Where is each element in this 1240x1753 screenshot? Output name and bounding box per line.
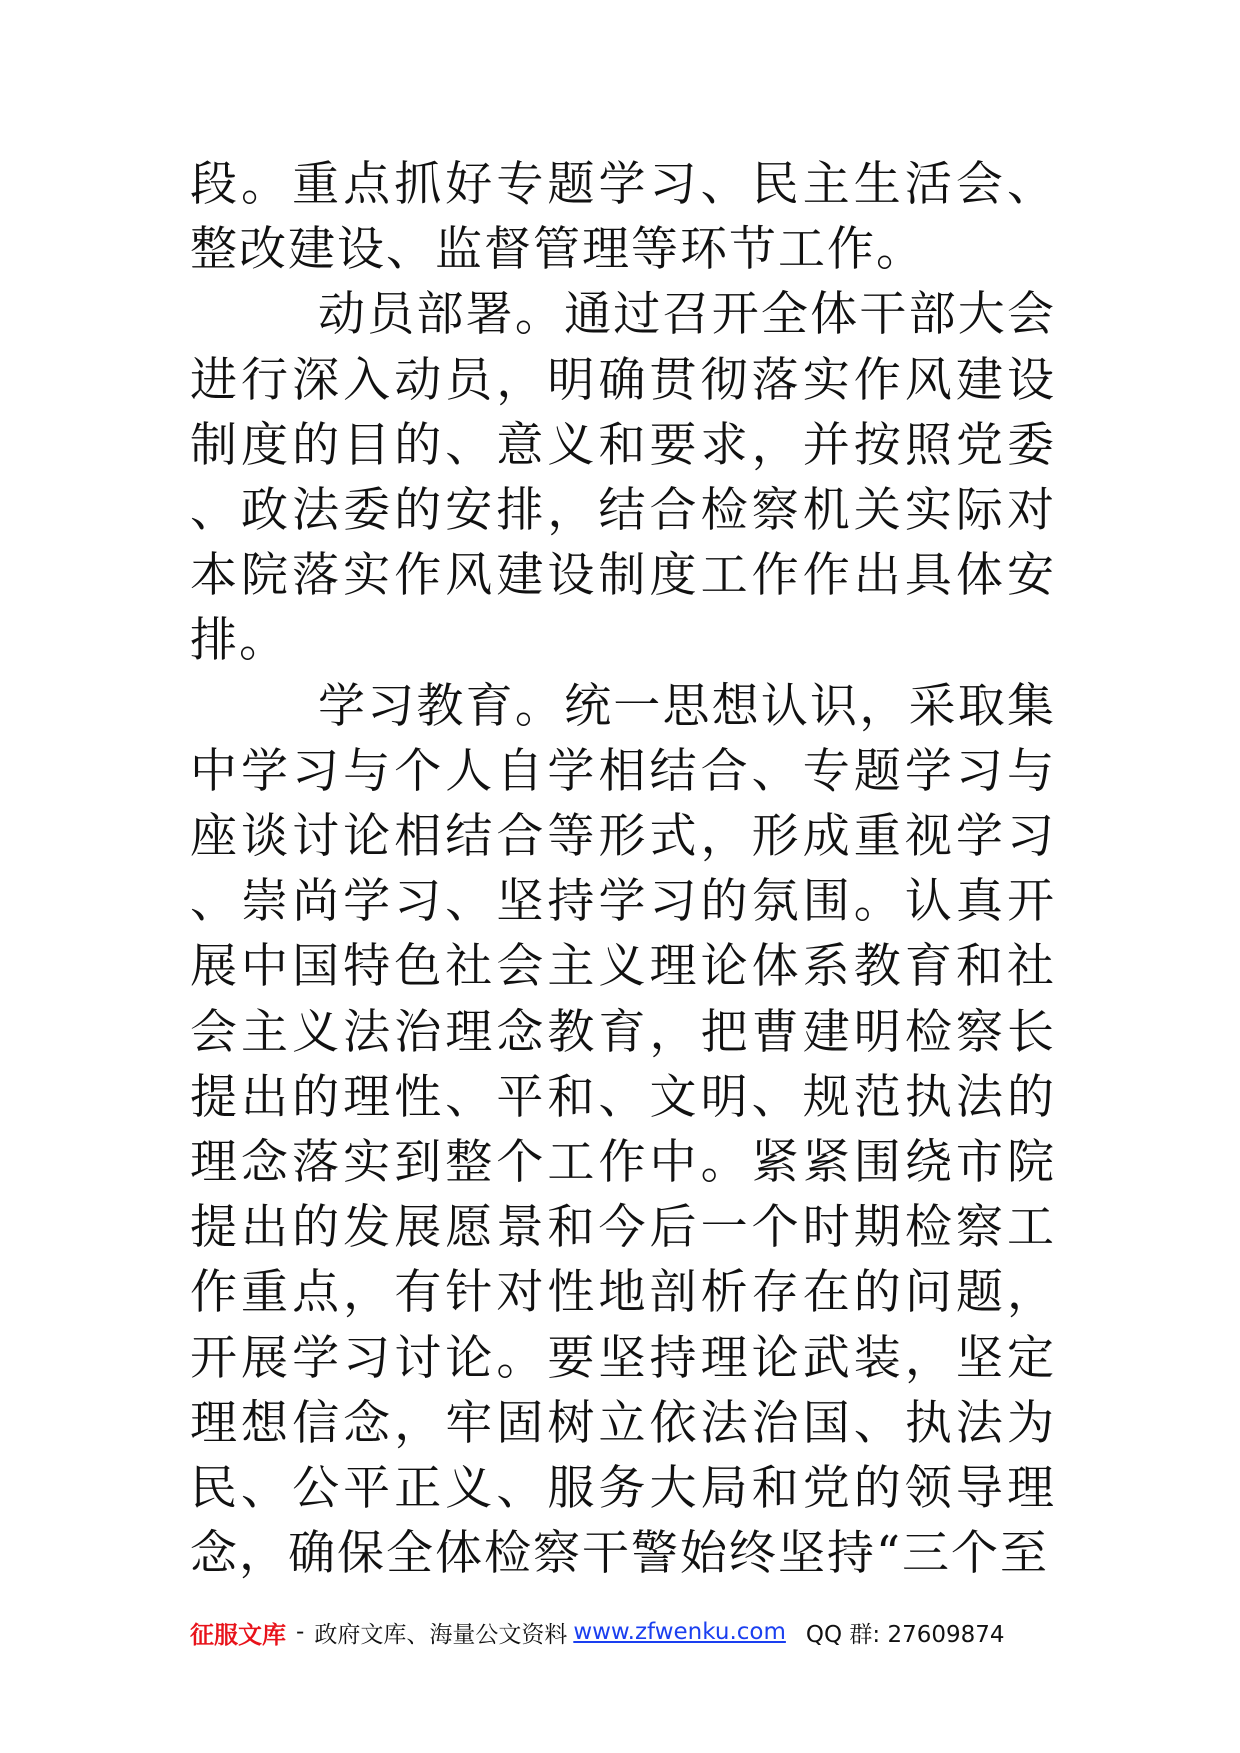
paragraph-3: 学习教育。统一思想认识，采取集中学习与个人自学相结合、专题学习与座谈讨论相结合等形式，形成重视学习、崇尚学习、坚持学习的氛围。认真开展中国特色社会主义理论体系教育和社会主义法治理念教育，把曹建明检察长提出的理性、平和、文明、规范执法的理念落实到整个工作中。紧紧围绕市院提出的发展愿景和今后一个时期检察工作重点，有针对性地剖析存在的问题，开展学习讨论。要坚持理论武装，坚定理想信念，牢固树立依法治国、执法为民、公平正义、服务大局和党的领导理念，确保全体检察干警始终坚持“三个至 bbox=[190, 678, 1056, 1582]
qq-group: QQ 群: 27609874 bbox=[805, 1621, 1005, 1648]
paragraph-1: 段。重点抓好专题学习、民主生活会、整改建设、监督管理等环节工作。 bbox=[190, 157, 1056, 278]
footer-tagline: 政府文库、海量公文资料 bbox=[314, 1621, 568, 1648]
document-body bbox=[190, 152, 1056, 1586]
page-footer bbox=[190, 1612, 1056, 1652]
footer-separator: - bbox=[296, 1619, 305, 1645]
brand-name: 征服文库 bbox=[190, 1620, 286, 1649]
paragraph-2: 动员部署。通过召开全体干部大会进行深入动员，明确贯彻落实作风建设制度的目的、意义和要求，并按照党委、政法委的安排，结合检察机关实际对本院落实作风建设制度工作作出具体安排。 bbox=[190, 287, 1056, 669]
website-link[interactable]: www.zfwenku.com bbox=[573, 1619, 786, 1645]
